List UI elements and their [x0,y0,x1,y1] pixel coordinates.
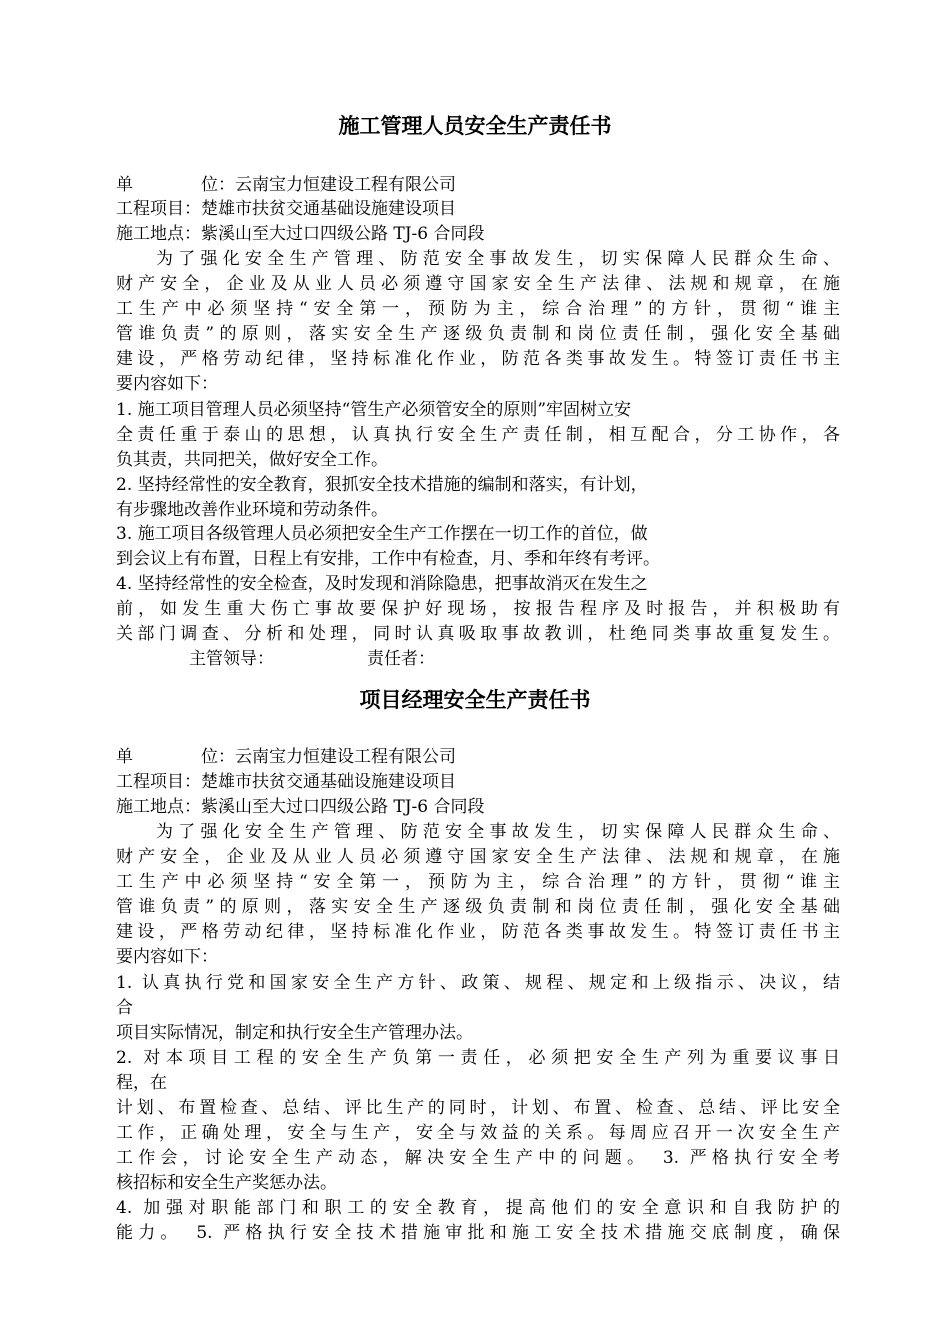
section2-item-line: 合 [116,998,133,1018]
section1-intro-line: 财产安全，企业及从业人员必须遵守国家安全生产法律、法规和规章，在施 [116,274,840,294]
section2-item-line: 2. 对本项目工程的安全生产负第一责任，必须把安全生产列为重要议事日 [116,1048,840,1068]
section2-location: 施工地点：紫溪山至大过口四级公路 TJ-6 合同段 [116,797,485,817]
section2-title: 项目经理安全生产责任书 [359,687,591,712]
section1-item-line: 4. 坚持经常性的安全检查，及时发现和消除隐患，把事故消灭在发生之 [116,574,648,594]
section1-item-line: 1. 施工项目管理人员必须坚持“管生产必须管安全的原则”牢固树立安 [116,400,632,420]
section2-intro-line: 工生产中必须坚持“安全第一，预防为主，综合治理”的方针，贯彻“谁主 [116,872,840,892]
section1-intro-line: 工生产中必须坚持“安全第一，预防为主，综合治理”的方针，贯彻“谁主 [116,299,840,319]
section2-item-line: 1. 认真执行党和国家安全生产方针、政策、规程、规定和上级指示、决议，结 [116,973,840,993]
section1-item-line: 有步骤地改善作业环境和劳动条件。 [116,500,388,520]
section1-project: 工程项目：楚雄市扶贫交通基础设施建设项目 [116,199,456,219]
supervisor-label: 主管领导： [189,649,274,669]
section2-intro-line: 建设，严格劳动纪律，坚持标准化作业，防范各类事故发生。特签订责任书主 [116,922,840,942]
section2-intro-line: 管谁负责”的原则，落实安全生产逐级负责制和岗位责任制，强化安全基础 [116,897,840,917]
section2-intro-line: 要内容如下： [116,947,218,967]
responsible-label: 责任者： [367,649,435,669]
section1-item-line: 2. 坚持经常性的安全教育，狠抓安全技术措施的编制和落实，有计划， [116,475,648,495]
section1-title: 施工管理人员安全生产责任书 [338,113,612,138]
section1-item-line: 全责任重于泰山的思想，认真执行安全生产责任制，相互配合，分工协作，各 [116,425,840,445]
section2-item-line: 能力。 5. 严格执行安全技术措施审批和施工安全技术措施交底制度，确保 [116,1223,840,1243]
section2-item-line: 工作，正确处理，安全与生产，安全与效益的关系。每周应召开一次安全生产 [116,1123,840,1143]
section1-item-line: 关部门调查、分析和处理，同时认真吸取事故教训，杜绝同类事故重复发生。 [116,624,840,644]
section1-item-line: 负其责，共同把关，做好安全工作。 [116,450,388,470]
section1-item-line: 前，如发生重大伤亡事故要保护好现场，按报告程序及时报告，并积极助有 [116,599,840,619]
section1-item-line: 到会议上有布置，日程上有安排，工作中有检查，月、季和年终有考评。 [116,549,660,569]
section2-item-line: 核招标和安全生产奖惩办法。 [116,1173,337,1193]
section2-item-line: 计划、布置检查、总结、评比生产的同时，计划、布置、检查、总结、评比安全 [116,1098,840,1118]
section1-intro-line: 要内容如下： [116,374,218,394]
section1-intro-line: 管谁负责”的原则，落实安全生产逐级负责制和岗位责任制，强化安全基础 [116,324,840,344]
section1-intro-line: 为了强化安全生产管理、防范安全事故发生，切实保障人民群众生命、 [156,249,840,269]
section2-intro-line: 财产安全，企业及从业人员必须遵守国家安全生产法律、法规和规章，在施 [116,847,840,867]
section2-item-line: 项目实际情况，制定和执行安全生产管理办法。 [116,1023,473,1043]
section2-intro-line: 为了强化安全生产管理、防范安全事故发生，切实保障人民群众生命、 [156,822,840,842]
section2-unit: 单 位：云南宝力恒建设工程有限公司 [116,747,456,767]
section1-location: 施工地点：紫溪山至大过口四级公路 TJ-6 合同段 [116,224,485,244]
section2-project: 工程项目：楚雄市扶贫交通基础设施建设项目 [116,772,456,792]
section1-intro-line: 建设，严格劳动纪律，坚持标准化作业，防范各类事故发生。特签订责任书主 [116,349,840,369]
section2-item-line: 工作会，讨论安全生产动态，解决安全生产中的问题。 3. 严格执行安全考 [116,1148,840,1168]
section1-item-line: 3. 施工项目各级管理人员必须把安全生产工作摆在一切工作的首位，做 [116,524,648,544]
section1-unit: 单 位：云南宝力恒建设工程有限公司 [116,175,456,195]
section2-item-line: 4. 加强对职能部门和职工的安全教育，提高他们的安全意识和自我防护的 [116,1198,840,1218]
section2-item-line: 程，在 [116,1073,167,1093]
